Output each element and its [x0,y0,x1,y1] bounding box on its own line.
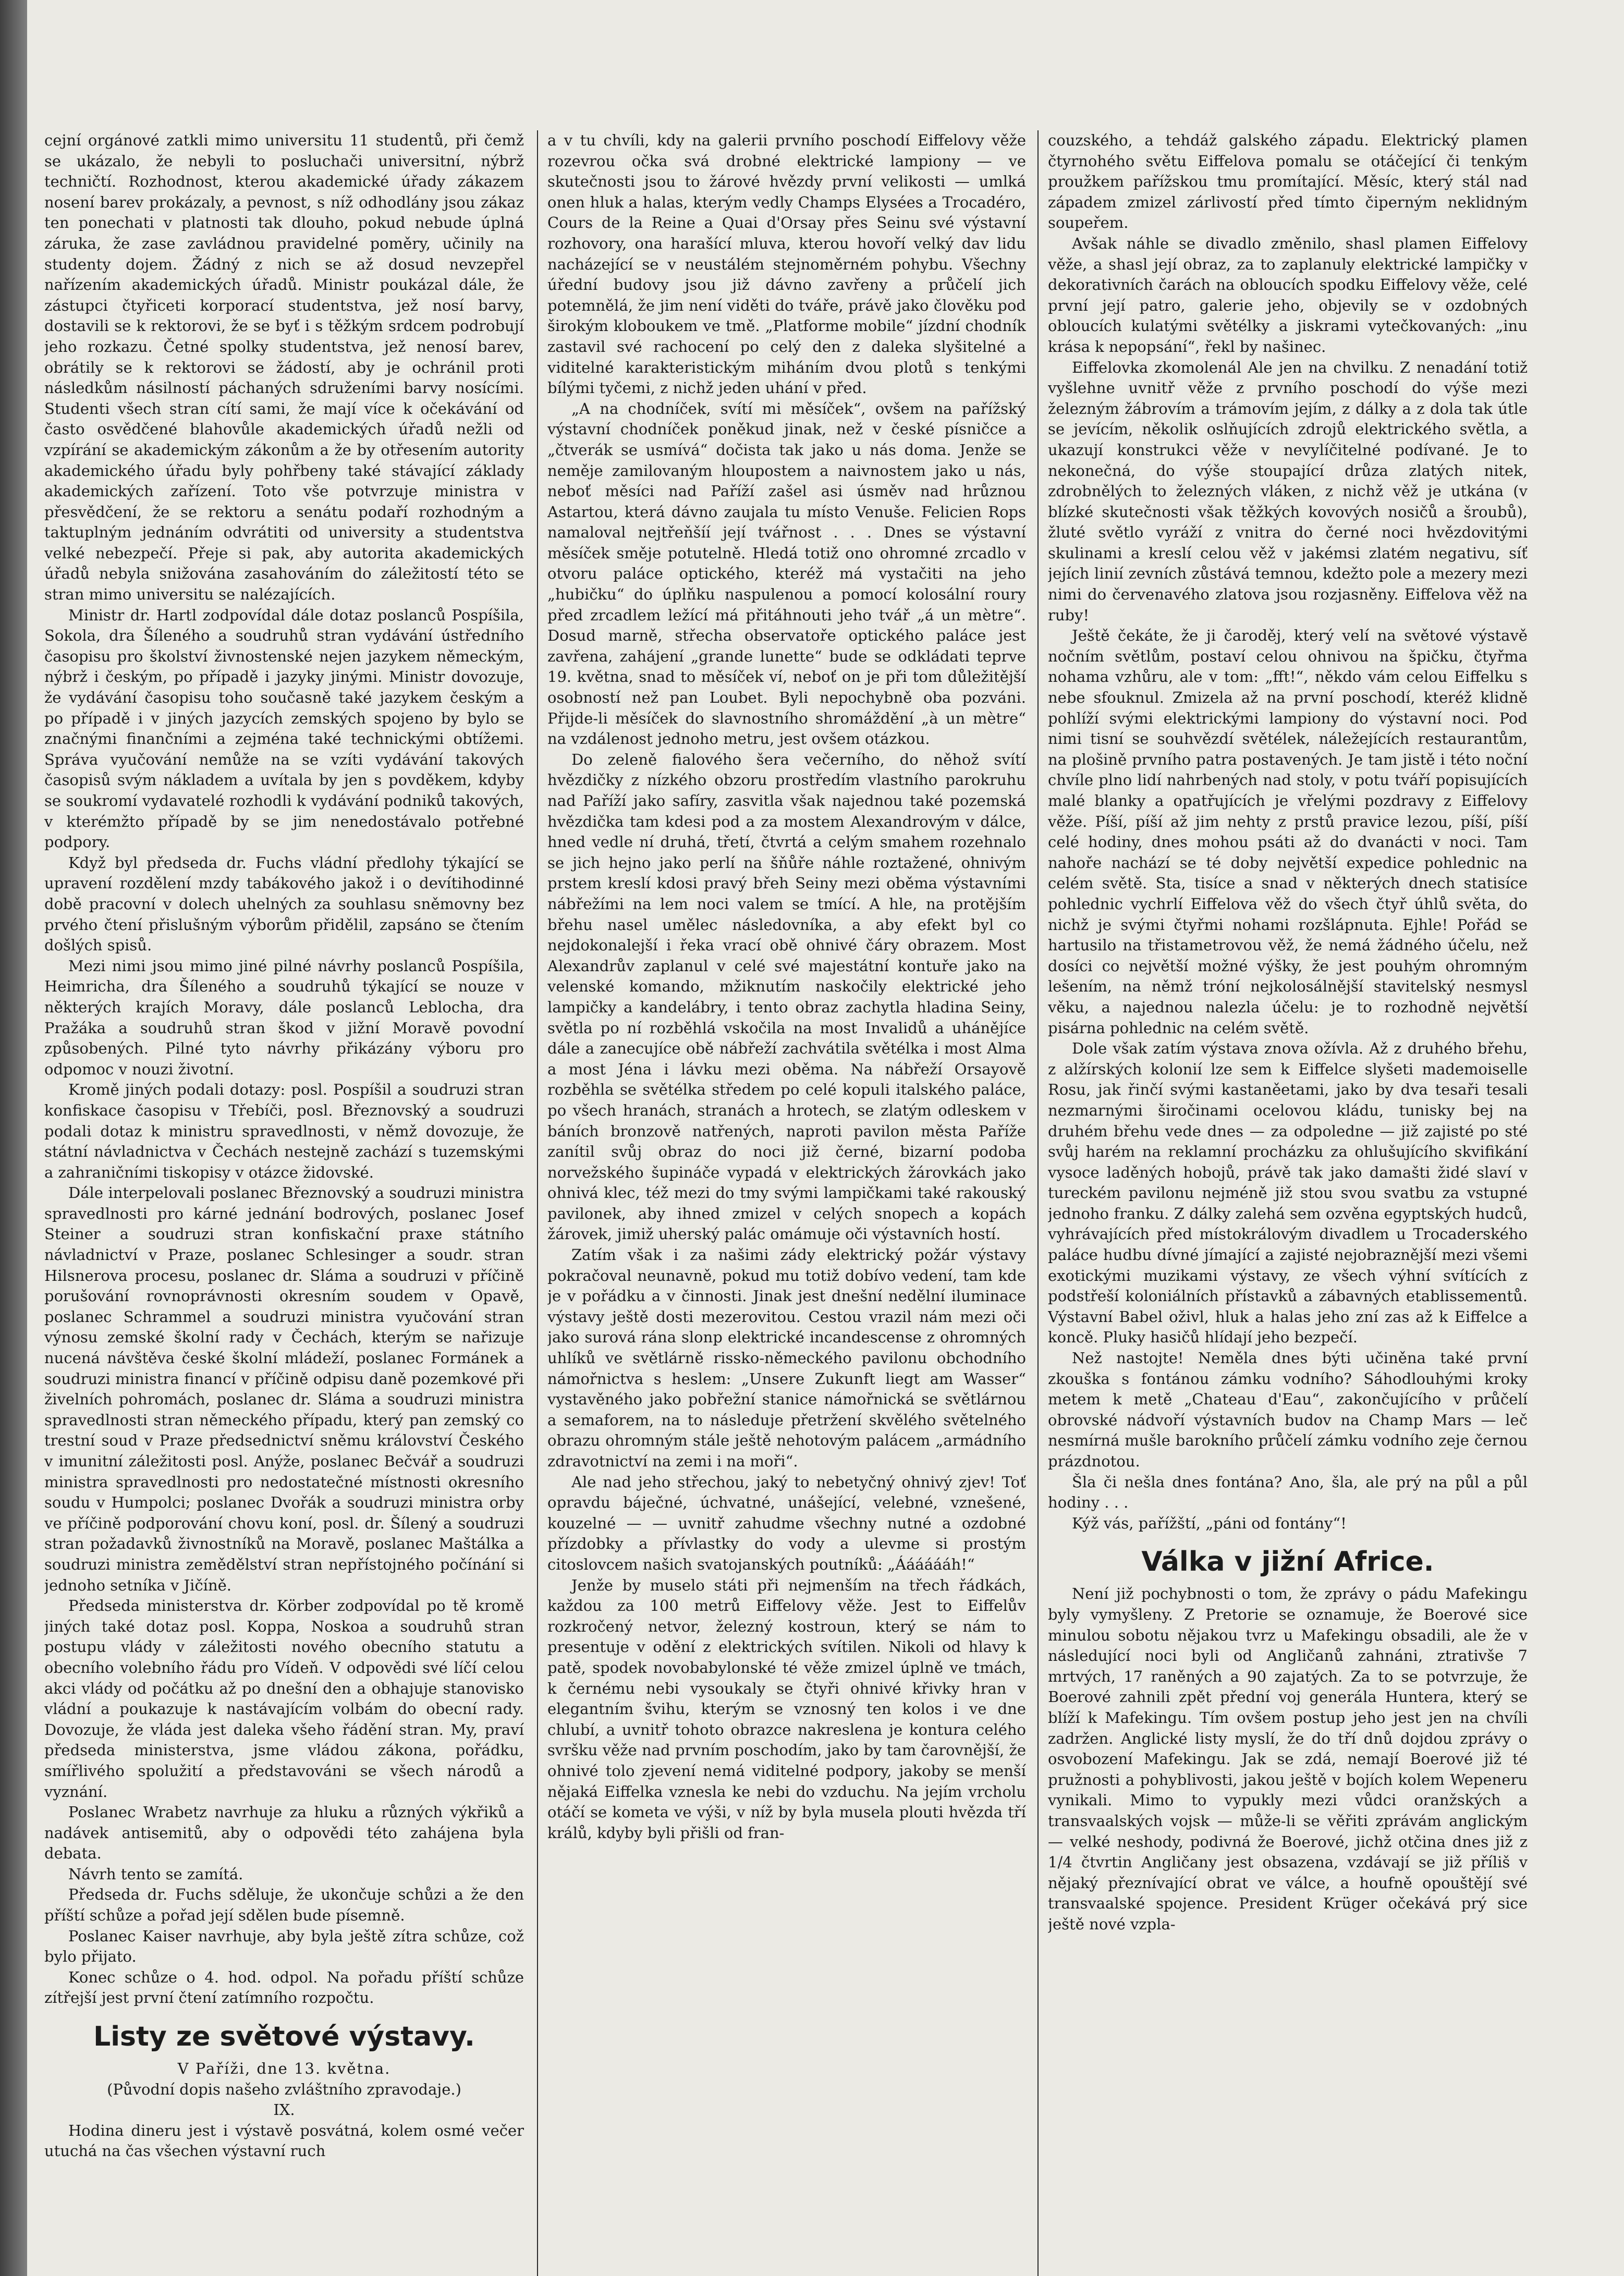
paragraph: Není již pochybnosti o tom, že zprávy o pádu Mafekingu byly vymyšleny. Z Pretorie se oznamuje, že Boerové sice minulou sobotu nějakou tvrz u Mafekingu obsadili, ale že v následující noci byli od Angličanů zahnáni, ztrativše 7 mrtvých, 17 raněných a 90 zajatých. Za to se potvrzuje, že Boerové zahnili zpět přední voj generála Huntera, který se blíží k Mafekingu. Tím ovšem postup jeho jest jen na chvíli zadržen. Anglické listy myslí, že do tří dnů dojdou zprávy o osvobození Mafekingu. Jak se zdá, nemají Boerové již té pružnosti a pohyblivosti, jakou ještě v bojích kolem Wepeneru vynikali. Mimo to vypukly mezi vůdci oranžských a transvaalských vojsk — může-li se věřiti zprávám anglickým — velké neshody, podivná že Boerové, jichž otčina dnes již z 1/4 čtvrtin Angličany jest obsazena, vzdávají se již příliš v nějaký přeznívající obrat ve válce, a houfně opouštějí své transvaalské spojence. President Krüger očekává prý sice ještě nové vzpla- [1048,1585,1528,1933]
paragraph: Avšak náhle se divadlo změnilo, shasl plamen Eiffelovy věže, a shasl její obraz, za to zaplanuly elektrické lampičky v dekorativních čarách na obloucích spodku Eiffelovy věže, celé první její patro, galerie jeho, objevily se v ozdobných obloucích kulatými světélky a jiskrami vytečkovaných: „inu krása k nepopsání“, řekl by našinec. [1048,234,1528,356]
paragraph: Kromě jiných podali dotazy: posl. Pospíšil a soudruzi stran konfiskace časopisu v Třebíči, posl. Březnovský a soudruzi podali dotaz k ministru spravedlnosti, v němž dovozuje, že státní návladnictva v Čechách nestejně zachází s tuzemskými a zahraničními tiskopisy v otázce židovské. [44,1081,524,1181]
paragraph: Do zeleně fialového šera večerního, do něhož svítí hvězdičky z nízkého obzoru prostředím vlastního parokruhu nad Paříží jako safíry, zasvitla však najednou také pozemská hvězdička tam kdesi pod a za mostem Alexandrovým v dálce, hned vedle ní druhá, třetí, čtvrtá a celým smahem rozehnalo se jich hejno jako perlí na šňůře náhle roztažené, ohnivým prstem kreslí kdosi pravý břeh Seiny mezi oběma výstavními nábřežími na lem noci valem se tmící. A hle, na protějším břehu nasel umělec následovníka, a aby efekt byl co nejdokonalejší i řeka vrací obě ohnivé čáry obrazem. Most Alexandrův zaplanul v celé své majestátní kontuře jako na velenské komando, mžiknutím naskočily elektrické jeho lampičky a kandelábry, i tento obraz zachytla hladina Seiny, světla po ní rozběhlá vskočila na most Invalidů a uhánějíce dále a zanecujíce obě nábřeží zachvátila světélka i most Alma a most Jéna i lávku mezi oběma. Na nábřeží Orsayově rozběhla se světélka středem po celé kopuli italského paláce, po všech hranách, stranách a hrotech, se zlatým odleskem v báních bronzově natřených, naproti pavilon města Paříže zanítil svůj obraz do noci již černé, bizarní podoba norvežského šupináče vypadá v elektrických žárovkách jako ohnivá klec, též mezi do tmy svými lampičkami také rakouský pavilonek, aby ihned zmizel v celých snopech a kopách žárovek, jimiž uherský palác omámuje oči výstavních hostí. [547,750,1026,1243]
paragraph: Kýž vás, pařížští, „páni od fontány“! [1072,1514,1347,1532]
paragraph: Zatím však i za našimi zády elektrický požár výstavy pokračoval neunavně, pokud mu totiž dobívo vedení, tam kde je v pořádku a v činnosti. Jinak jest dnešní nedělní iluminace výstavy ještě dosti mezerovitou. Cestou vrazil nám mezi oči jako surová rána slonp elektrické incandescense z ohromných uhlíků ve světlárně rissko-německého pavilonu obchodního námořnictva s heslem: „Unsere Zukunft liegt am Wasser“ vystavěného jako pobřežní stanice námořnická se světlárnou a semaforem, na to následuje přetržení skvělého světelného obrazu ohromným stále ještě nehotovým palácem „armádního zdravotnictví na zemi i na moři“. [547,1246,1026,1470]
scan-left-margin [0,0,27,2276]
paragraph: a v tu chvíli, kdy na galerii prvního poschodí Eiffelovy věže rozevrou očka svá drobné elektrické lampiony — ve skutečnosti jsou to žárové hvězdy první velikosti — umlká onen hluk a halas, kterým vedly Champs Elysées a Trocadéro, Cours de la Reine a Quai d'Orsay přes Seinu své výstavní rozhovory, ona harašící mluva, kterou hovoří velký dav lidu nacházející se v neustálém stejnoměrném pohybu. Všechny úřední budovy jsou již dávno zavřeny a průčelí jich potemnělá, že jim není viděti do tváře, právě jako člověku pod širokým kloboukem ve tmě. „Platforme mobile“ jízdní chodník zastavil své rachocení po celý den z daleka slyšitelné a viditelné karakteristickým miháním dvou plotů s tenkými bílými tyčemi, z nichž jeden uhání v před. [547,131,1026,397]
paragraph: Eiffelovka zkomolenál Ale jen na chvilku. Z nenadání totiž vyšlehne uvnitř věže z prvního poschodí do výše mezi železným žábrovím a trámovím jejím, z dálky a z dola tak útle se jevícím, několik oslňujících zdrojů elektrického světla, a ukazují konstrukci věže v nevylíčitelné podívané. Je to nekonečná, do výše stoupající drůza zlatých nitek, zdrobnělých to železných vláken, z nichž věž je utkána (v blízké skutečnosti však těžkých kovových nosičů a šroubů), žluté světlo vyráží z vnitra do černé noci hvězdovitými skulinami a kreslí celou věž v jakémsi zlatém negativu, síť jejích linií zevních zůstává temnou, kdežto pole a mezery mezi nimi do červenavého zlatova jsou rozjasněny. Eiffelova věž na ruby! [1048,358,1528,624]
paragraph: Předseda dr. Fuchs sděluje, že ukončuje schůzi a že den příští schůze a pořad její sdělen bude písemně. [44,1886,524,1925]
correspondent-note: (Původní dopis našeho zvláštního zpravodaje.) [107,2080,461,2098]
paragraph: Dole však zatím výstava znova ožívla. Až z druhého břehu, z alžírských kolonií lze sem k Eiffelce slyšeti mademoiselle Rosu, jak řinčí svými kastaněetami, jako by dva tesaři tesali nezmarnými širočinami ocelovou kládu, tunisky bej na druhém břehu vede dnes — za odpoledne — již zajisté po sté svůj harém na reklamní procházku za ohlušujícího skvifikání vysoce laděných hobojů, právě tak jako damašti židé slaví v tureckém pavilonu nejméně již stou svou svatbu za vstupné jednoho franku. Z dálky zalehá sem ozvěna egyptských hudců, vyhrávajících před místokrálovým divadlem u Trocaderského paláce hudbu dívné jímající a zajisté nejobraznější mezi všemi exotickými muzikami výstavy, ze všech výhní svítících z podstřeší koloniálních přístavků a zábavných etablissementů. Výstavní Babel oživl, hluk a halas jeho zní zas až k Eiffelce a koncě. Pluky hasičů hlídají jeho bezpečí. [1048,1039,1528,1347]
column-1 [44,130,524,2276]
paragraph: Konec schůze o 4. hod. odpol. Na pořadu příští schůze zítřejší jest první čtení zatímního rozpočtu. [44,1968,524,2007]
paragraph: Mezi nimi jsou mimo jiné pilné návrhy poslanců Pospíšila, Heimricha, dra Šíleného a soudruhů týkající se nouze v některých krajích Moravy, dále poslanců Leblocha, dra Pražáka a soudruhů stran škod v jižní Moravě povodní způsobených. Pilné tyto návrhy přikázány výboru pro odpomoc v nouzi životní. [44,957,524,1078]
column-3 [1048,130,1528,2276]
paragraph: Jenže by muselo státi při nejmenším na třech řádkách, každou za 100 metrů Eiffelovy věže. Jest to Eiffelův rozkročený netvor, železný kostroun, který se nám to presentuje v odění z elektrických svítilen. Nikoli od hlavy k patě, spodek novobabylonské té věže zmizel úplně ve tmách, k černému nebi vysoukaly se čtyři ohnivé křivky hran v elegantním švihu, kterým se vznosný ten kolos i ve dne chlubí, a uvnitř tohoto obrazce nakreslena je kontura celého svršku věže nad prvním poschodím, jako by tam čarovnější, že ohnivé tolo zjevení nemá viditelné podpory, jakoby se menší nějaká Eiffelka vznesla ke nebi do vzduchu. Na jejím vrcholu otáčí se kometa ve výši, v níž by byla musela plouti hvězda tří králů, kdyby byli přišli od fran- [547,1576,1026,1842]
paragraph: cejní orgánové zatkli mimo universitu 11 studentů, při čemž se ukázalo, že nebyli to posluchači universitní, nýbrž techničtí. Rozhodnost, kterou akademické úřady zákazem nosení barev prokázaly, a pevnost, s níž odhodlány jsou zákaz ten ponechati v platnosti tak dlouho, pokud nebude úplná záruka, že zase zavládnou pravidelné poměry, učinily na studenty dojem. Žádný z nich se až dosud nevzepřel nařízením akademických úřadů. Ministr poukázal dále, že zástupci čtyřiceti korporací studentstva, jež nosí barvy, dostavili se k rektorovi, že se byť i s těžkým srdcem podrobují jeho rozkazu. Četné spolky studentstva, jež nenosí barev, obrátily se k rektorovi se žádostí, aby je ochránil proti následkům násilností páchaných sdruženími barvy nosícími. Studenti všech stran cítí sami, že mají více k očekávání od často osvědčené blahovůle akademických úřadů nežli od vzpírání se akademickým zákonům a že by otřesením autority akademického úřadu byly pohřbeny také stávající základy akademických zařízení. Toto vše potvrzuje ministra v přesvědčení, že se rektoru a senátu podaří rozhodným a taktuplným jednáním odvrátiti od university a studentstva velké nebezpečí. Přeje si pak, aby autorita akademických úřadů nebyla snižována zasahováním do záležitostí této se stran mimo universitu se nalézajících. [44,131,524,604]
column-rule-1 [537,130,538,2276]
paragraph: Návrh tento se zamítá. [68,1865,243,1883]
paragraph: Předseda ministerstva dr. Körber zodpovídal po tě kromě jiných také dotaz posl. Koppa, Noskoa a soudruhů stran postupu vlády v záležitosti nového obecního statutu a obecního volebního řádu pro Vídeň. V odpovědi své líčí celou akci vlády od počátku až po dnešní den a obhajuje stanovisko vládní a poukazuje k nastávajícím volbám do obecní rady. Dovozuje, že vláda jest daleka všeho řádění stran. My, praví předseda ministerstva, jsme vládou zákona, pořádku, smířlivého spolužití a představováni se všech národů a vyznání. [44,1597,524,1801]
dateline: V Paříži, dne 13. května. [177,2060,391,2078]
paragraph: Poslanec Kaiser navrhuje, aby byla ještě zítra schůze, což bylo přijato. [44,1927,524,1966]
paragraph: Dále interpelovali poslanec Březnovský a soudruzi ministra spravedlnosti pro kárné jednání bodrových, poslanec Josef Steiner a soudruzi stran konfiskační praxe státního návladnictví v Praze, poslanec Schlesinger a soudr. stran Hilsnerova procesu, poslanec dr. Sláma a soudruzi v příčině porušování rovnoprávnosti okresním soudem v Opavě, poslanec Schrammel a soudruzi ministra vyučování stran výnosu zemské školní rady v Čechách, kterým se nařizuje nucená návštěva české školní mládeží, poslanec Formánek a soudruzi ministra financí v příčině odpisu daně pozemkové při živelních pohromách, poslanec dr. Sláma a soudruzi ministra spravedlnosti stran německého případu, který pan zemský co trestní soud v Praze předsednictví sněmu království Českého v imunitní záležitosti posl. Anýže, poslanec Bečvář a soudruzi ministra spravedlnosti pro nedostatečné místnosti okresního soudu v Humpolci; poslanec Dvořák a soudruzi ministra orby ve příčině podporování chovu koní, posl. dr. Šílený a soudruzi stran požadavků živnostníků na Moravě, poslanec Maštálka a soudruzi ministra zemědělství stran nepřístojného počínání si jednoho setníka v Jičíně. [44,1184,524,1594]
paragraph: Ministr dr. Hartl zodpovídal dále dotaz poslanců Pospíšila, Sokola, dra Šíleného a soudruhů stran vydávání ústředního časopisu pro školství živnostenské nejen jazykem německým, nýbrž i českým, po případě i jazyky jinými. Ministr dovozuje, že vydávání časopisu toho současně také jazykem českým a po případě i v jiných jazycích zemských spojeno by bylo se značnými finančními a zejména také technickými obtížemi. Správa vyučování nemůže na se vzíti vydávání takových časopisů svým nákladem a uvítala by jen s povděkem, kdyby se soukromí vydavatelé rozhodli k vydávání podniků takových, v kterémžto případě by se jim nenedostávalo potřebné podpory. [44,606,524,851]
article-heading: Válka v jižní Africe. [1141,1546,1434,1578]
paragraph: Ještě čekáte, že ji čaroděj, který velí na světové výstavě nočním světlům, postaví celou ohnivou na špičku, čtyřma nohama vzhůru, ale v tom: „fft!“, někdo vám celou Eiffelku s nebe sfouknul. Zmizela až na první poschodí, kteréž klidně pohlíží svými elektrickými lampiony do výstavní noci. Pod nimi tisní se souhvězdí světélek, náležejících restaurantům, na plošině prvního patra postavených. Je tam jistě i této noční chvíle plno lidí nahrbených nad stoly, v potu tváří popisujících malé blanky a opatřujících je vřelými pozdravy z Eiffelovy věže. Píší, píší až jim nehty z prstů pravice lezou, píší, píší celé hodiny, dnes mohou psáti až do dvanácti v noci. Tam nahoře nachází se té doby největší expedice pohlednic na celém světě. Sta, tisíce a snad v některých dnech statisíce pohlednic vychrlí Eiffelova věž do všech čtyř úhlů světa, do nichž je svými čtyřmi nohami rozšlápnuta. Ejhle! Pořád se hartusilo na třistametrovou věž, že nemá žádného účelu, než dosíci co největší možné výšky, že jest pouhým ohromným lešením, na němž tróní nejkolosálnější stavitelský nesmysl věku, a najednou nalezla účelu: je to rozhodně největší pisárna pohlednic na celém světě. [1048,627,1528,1037]
column-rule-2 [1037,130,1039,2276]
article-heading: Listy ze světové výstavy. [93,2021,475,2053]
paragraph: Když byl předseda dr. Fuchs vládní předlohy týkající se upravení rozdělení mzdy tabákového jakož i o devítihodinné době pracovní v dolech uhelných za souhlasu sněmovny bez prvého čtení přislušným výborům přidělil, zapsáno se čtením došlých spisů. [44,853,524,955]
part-numeral: IX. [273,2101,295,2119]
paragraph: Než nastojte! Neměla dnes býti učiněna také první zkouška s fontánou zámku vodního? Sáhodlouhými kroky metem k metě „Chateau d'Eau“, zakončujícího v průčelí obrovské nádvoří výstavních budov na Champ Mars — leč nesmírná mušle barokního průčelí zámku vodního zeje černou prázdnotou. [1048,1349,1528,1470]
paragraph: „A na chodníček, svítí mi měsíček“, ovšem na pařížský výstavní chodníček poněkud jinak, než v české písničce a „čtverák se usmívá“ dočista tak jako u nás doma. Jenže se neměje zamilovaným hloupostem a naivnostem jako u nás, neboť měsíci nad Paříží zašel asi úsměv nad hrůznou Astartou, která dávno zaujala tu místo Venuše. Felicien Rops namaloval nejtřeňšíí její tvářnost . . . Dnes se výstavní měsíček směje potutelně. Hledá totiž ono ohromné zrcadlo v otvoru paláce optického, kteréž má vystačiti na jeho „hubičku“ do úplňku naspulenou a pomocí kolosální roury před zrcadlem ležící má přitáhnouti jeho tvář „á un mètre“. Dosud marně, střecha observatoře optického paláce jest zavřena, zahájení „grande lunette“ bude se odkládati teprve 19. května, snad to měsíček ví, neboť on je při tom důležitější osobností než pan Loubet. Byli nepochybně oba pozváni. Přijde-li měsíček do slavnostního shromáždění „à un mètre“ na vzdálenost jednoho metru, jest ovšem otázkou. [547,399,1026,748]
paragraph: Šla či nešla dnes fontána? Ano, šla, ale prý na půl a půl hodiny . . . [1048,1473,1528,1512]
paragraph: Poslanec Wrabetz navrhuje za hluku a různých výkřiků a nadávek antisemitů, aby o odpovědi této zahájena byla debata. [44,1803,524,1863]
newspaper-page [27,0,1624,2276]
paragraph: Ale nad jeho střechou, jaký to nebetyčný ohnivý zjev! Toť opravdu báječné, úchvatné, unášející, velebné, vznešené, kouzelné — — uvnitř zahudme všechny nutné a ozdobné přízdobky a přívlastky do vody a ulevme si prostým citoslovcem našich svatojanských poutníků: „Ááááááh!“ [547,1473,1026,1573]
column-2 [547,130,1026,2276]
paragraph: Hodina dineru jest i výstavě posvátná, kolem osmé večer utuchá na čas všechen výstavní ruch [44,2121,524,2160]
paragraph: couzského, a tehdáž galského západu. Elektrický plamen čtyrnohého světu Eiffelova pomalu se otáčející či tenkým proužkem pařížskou tmu promítající. Měsíc, který stál nad západem zmizel zárlivostí před tímto čiperným neklidným soupeřem. [1048,131,1528,232]
